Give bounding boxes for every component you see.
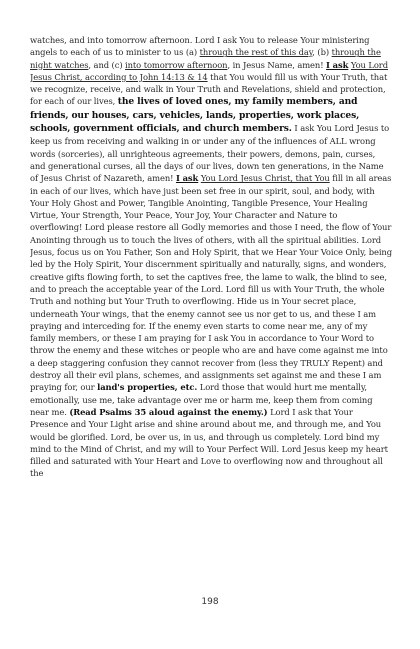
text-run: watches, and into tomorrow afternoon. Lord I ask You to release Your ministering angels to each of us to minister to us (a) <box>30 35 370 58</box>
underlined-text: through the rest of this day <box>199 47 313 58</box>
bold-underlined-text: I ask <box>326 59 349 70</box>
text-run: I ask You Lord Jesus to keep us from receiving and walking in or under any of the influences of ALL wrong words (sorceries), all unrighteous agreements, their powers, demons, pain, curses, and generational curses, all the days of our lives, down ten generations, in the Name of Jesus Christ of Nazareth, amen! <box>30 123 390 184</box>
page-number: 198 <box>201 597 219 607</box>
body-paragraph <box>30 34 392 480</box>
underlined-text: You Lord Jesus Christ, according to John 14:13 & 14 <box>30 59 388 82</box>
underlined-text: into tomorrow afternoon <box>125 59 228 70</box>
text-run: fill in all areas in each of our lives, which have just been set free in our spirit, soul, and body, with Your Holy Ghost and Power, Tangible Anointing, Tangible Presence, Your Healing Virtue, Your Strength, Your Peace, Your Joy, Your Character and Nature to overflowing! Lord please restore all Godly memories and those I need, the flow of Your Anointing through us to touch the lives of others, with all the spiritual abilities. Lord Jesus, focus us on You Father, Son and Holy Spirit, that we Hear Your Voice Only, being led by the Holy Spirit, Your discernment spiritually and naturally, signs, and wonders, creative gifts flowing forth, to set the captives free, the lame to walk, the blind to see, and to preach the acceptable year of the Lord. Lord fill us with Your Truth, the whole Truth and nothing but Your Truth to overflowing. Hide us in Your secret place, underneath Your wings, that the enemy cannot see us nor get to us, and these I am praying and interceding for. If the enemy even starts to come near me, any of my family members, or these I am praying for I ask You in accordance to Your Word to throw the enemy and these witches or people who are and have come against me into a deep staggering confusion they cannot recover from (less they TRULY Repent) and destroy all their evil plans, schemes, and assignments set against me and these I am praying for, our <box>30 173 392 393</box>
emphasized-text: the lives of loved ones, my family members, and friends, our houses, cars, vehicles, lands, properties, work places, schools, government officials, and church members. <box>30 96 360 135</box>
underlined-text: You Lord Jesus Christ, that You <box>200 173 330 184</box>
bold-underlined-text: I ask <box>175 173 199 184</box>
text-run: , in Jesus Name, amen! <box>227 59 327 70</box>
text-run: Lord I ask that Your Presence and Your Light arise and shine around about me, and through me, and You would be glorified. Lord, be over us, in us, and through us completely. Lord bind my mind to the Mind of Christ, and my will to Your Perfect Will. Lord Jesus keep my heart filled and saturated with Your Heart and Love to overflowing now and throughout all the <box>30 406 388 479</box>
underlined-text: through the night watches <box>30 47 381 70</box>
text-run: that You would fill us with Your Truth, that we recognize, receive, and walk in Your Truth and Revelations, shield and protection, for each of our lives, <box>30 71 388 107</box>
bold-text: land's properties, etc. <box>97 382 198 393</box>
document-page <box>30 34 392 594</box>
text-run: , (b) <box>312 47 332 58</box>
text-run: , and (c) <box>88 59 126 70</box>
text-run: Lord those that would hurt me mentally, emotionally, use me, take advantage over me or harm me, keep them from coming near me. <box>30 382 373 417</box>
bold-text: (Read Psalms 35 aloud against the enemy.) <box>69 406 268 417</box>
